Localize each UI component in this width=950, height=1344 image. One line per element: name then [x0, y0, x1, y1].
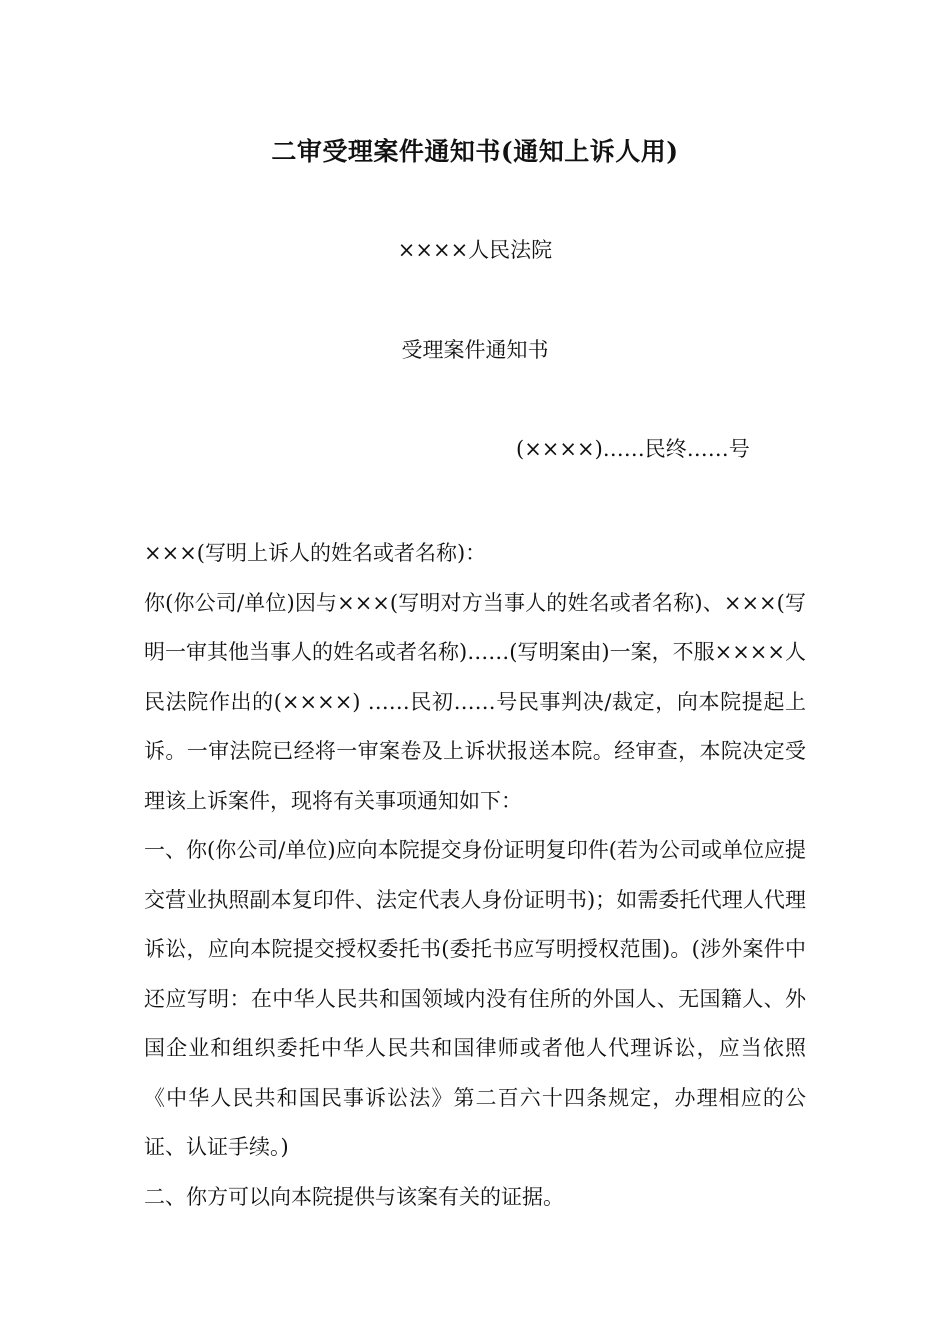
body-paragraph-intro: 你(你公司/单位)因与×××(写明对方当事人的姓名或者名称)、×××(写明一审其他当事人的姓名或者名称)……(写明案由)一案，不服××××人民法院作出的(××××) ……民初……号民事判决/裁定，向本院提起上诉。一审法院已经将一审案卷及上诉状报送本院。经审查，本院决定受理该上诉案件，现将有关事项通知如下：	[144, 590, 806, 813]
addressee-line: ×××(写明上诉人的姓名或者名称)：	[144, 541, 487, 565]
document-title: 二审受理案件通知书(通知上诉人用)	[271, 137, 679, 166]
body-paragraph-item-2: 二、你方可以向本院提供与该案有关的证据。	[144, 1184, 564, 1209]
body-paragraph-item-1: 一、你(你公司/单位)应向本院提交身份证明复印件(若为公司或单位应提交营业执照副本复印件、法定代表人身份证明书)；如需委托代理人代理诉讼，应向本院提交授权委托书(委托书应写明授权范围)。(涉外案件中还应写明：在中华人民共和国领域内没有住所的外国人、无国籍人、外国企业和组织委托中华人民共和国律师或者他人代理诉讼，应当依照《中华人民共和国民事诉讼法》第二百六十四条规定，办理相应的公证、认证手续。)	[144, 838, 806, 1159]
court-name: ××××人民法院	[397, 238, 553, 262]
case-number: (××××)……民终……号	[516, 437, 750, 461]
document-type-heading: 受理案件通知书	[401, 338, 549, 362]
document-body	[144, 529, 806, 1222]
